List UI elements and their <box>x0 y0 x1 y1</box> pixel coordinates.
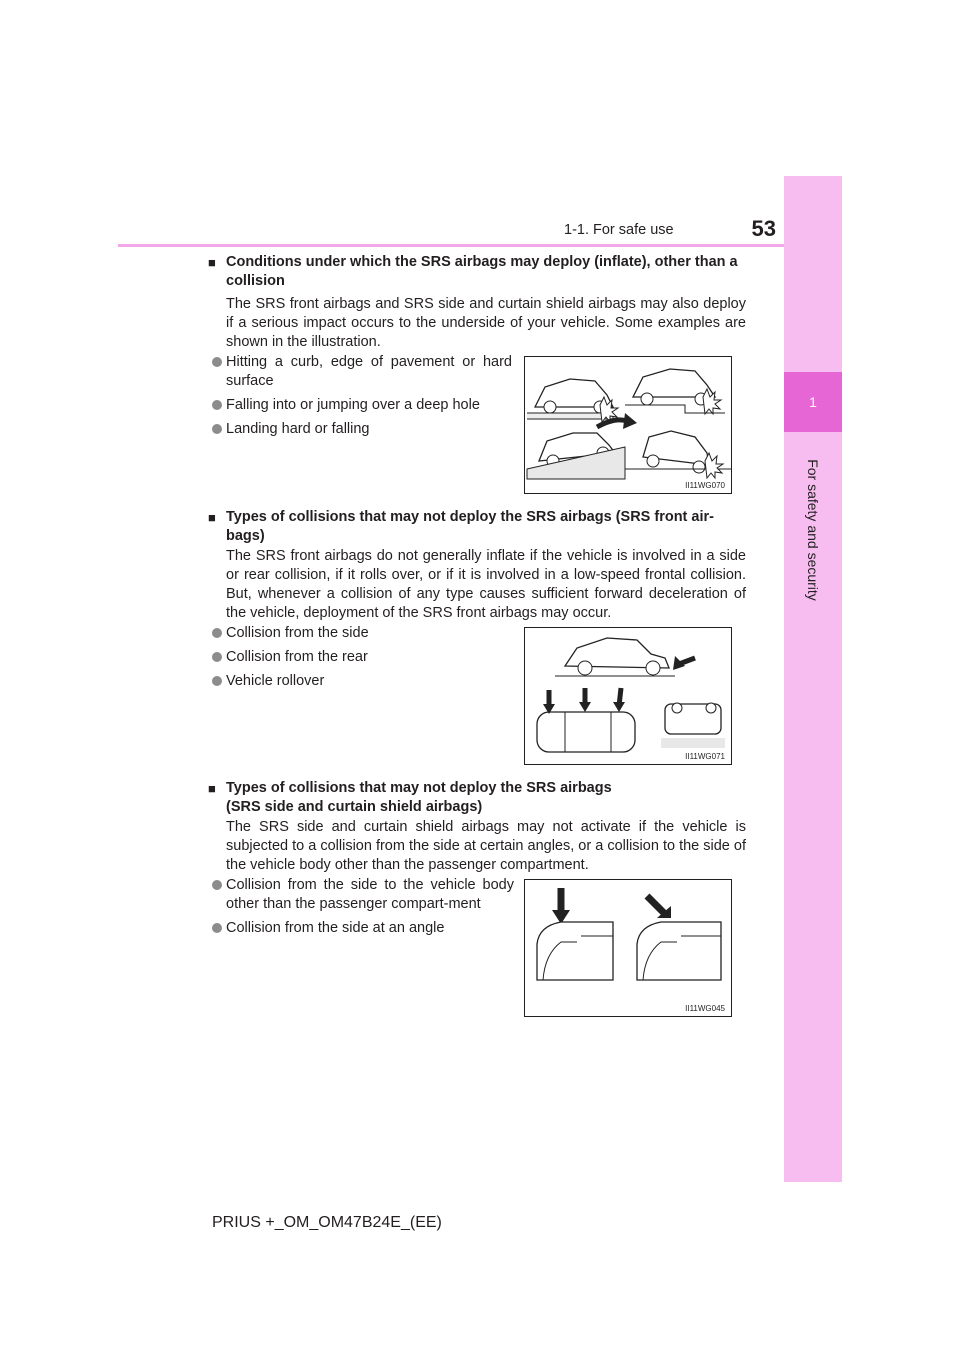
list-item <box>212 672 512 691</box>
section-paragraph: The SRS side and curtain shield airbags may not activate if the vehicle is subjected to a collision from the side at certain angles, or a collision to the side of the vehicle body other than the passenger compartment. <box>226 819 746 873</box>
chapter-number: 1 <box>784 372 842 432</box>
header-rule <box>118 244 784 247</box>
section-paragraph: The SRS front airbags do not generally inflate if the vehicle is involved in a side or rear collision, if it rolls over, or if it is involved in a low-speed frontal collision. But, whenever a collision of any type causes sufficient forward deceleration of the vehicle, deployment of the SRS front airbags may occur. <box>226 548 746 621</box>
illustration-side-collisions <box>524 879 732 1017</box>
bullet-dot-icon <box>212 357 222 367</box>
square-bullet-icon: ■ <box>208 255 216 270</box>
section-paragraph: The SRS front airbags and SRS side and curtain shield airbags may also deploy if a serious impact occurs to the underside of your vehicle. Some examples are shown in the illustration. <box>226 296 746 350</box>
list-item <box>212 353 512 391</box>
list-item <box>212 396 512 415</box>
list-item <box>212 420 512 439</box>
page-number: 53 <box>751 216 776 241</box>
heading-text: Types of collisions that may not deploy the SRS airbags (SRS front air-bags) <box>226 509 714 544</box>
section-heading <box>208 508 748 546</box>
list-item-text: Falling into or jumping over a deep hole <box>226 397 480 413</box>
list-item <box>212 624 512 643</box>
list-item-text: Vehicle rollover <box>226 673 325 689</box>
car-impact-illustration <box>525 357 731 493</box>
collision-types-illustration <box>525 628 731 764</box>
figure-code: II11WG071 <box>685 752 725 761</box>
square-bullet-icon: ■ <box>208 510 216 525</box>
section-heading <box>208 779 748 817</box>
bullet-dot-icon <box>212 676 222 686</box>
list-item-text: Hitting a curb, edge of pavement or hard surface <box>226 354 512 389</box>
bullet-dot-icon <box>212 628 222 638</box>
bullet-list <box>212 353 512 444</box>
list-item-text: Landing hard or falling <box>226 421 370 437</box>
illustration-non-frontal-collisions <box>524 627 732 765</box>
list-item-text: Collision from the rear <box>226 649 368 665</box>
list-item-text: Collision from the side to the vehicle body other than the passenger compart-ment <box>226 877 514 912</box>
chapter-label: For safety and security <box>805 459 821 601</box>
bullet-dot-icon <box>212 923 222 933</box>
side-impact-illustration <box>525 880 731 1016</box>
list-item <box>212 876 514 914</box>
list-item-text: Collision from the side at an angle <box>226 920 445 936</box>
list-item-text: Collision from the side <box>226 625 369 641</box>
illustration-under-body-impact <box>524 356 732 494</box>
document-footer: PRIUS +_OM_OM47B24E_(EE) <box>212 1214 442 1231</box>
figure-code: II11WG045 <box>685 1004 725 1013</box>
bullet-dot-icon <box>212 400 222 410</box>
list-item <box>212 648 512 667</box>
bullet-list <box>212 876 514 943</box>
bullet-dot-icon <box>212 652 222 662</box>
figure-code: II11WG070 <box>685 481 725 490</box>
bullet-dot-icon <box>212 880 222 890</box>
section-title: 1-1. For safe use <box>564 222 674 238</box>
bullet-list <box>212 624 512 696</box>
side-tab <box>784 176 842 1182</box>
bullet-dot-icon <box>212 424 222 434</box>
heading-text-line2: (SRS side and curtain shield airbags) <box>226 799 483 815</box>
square-bullet-icon: ■ <box>208 781 216 796</box>
list-item <box>212 919 514 938</box>
section-heading <box>208 253 748 291</box>
heading-text-line1: Types of collisions that may not deploy the SRS airbags <box>226 780 612 796</box>
heading-text: Conditions under which the SRS airbags may deploy (inflate), other than a collision <box>226 254 738 289</box>
